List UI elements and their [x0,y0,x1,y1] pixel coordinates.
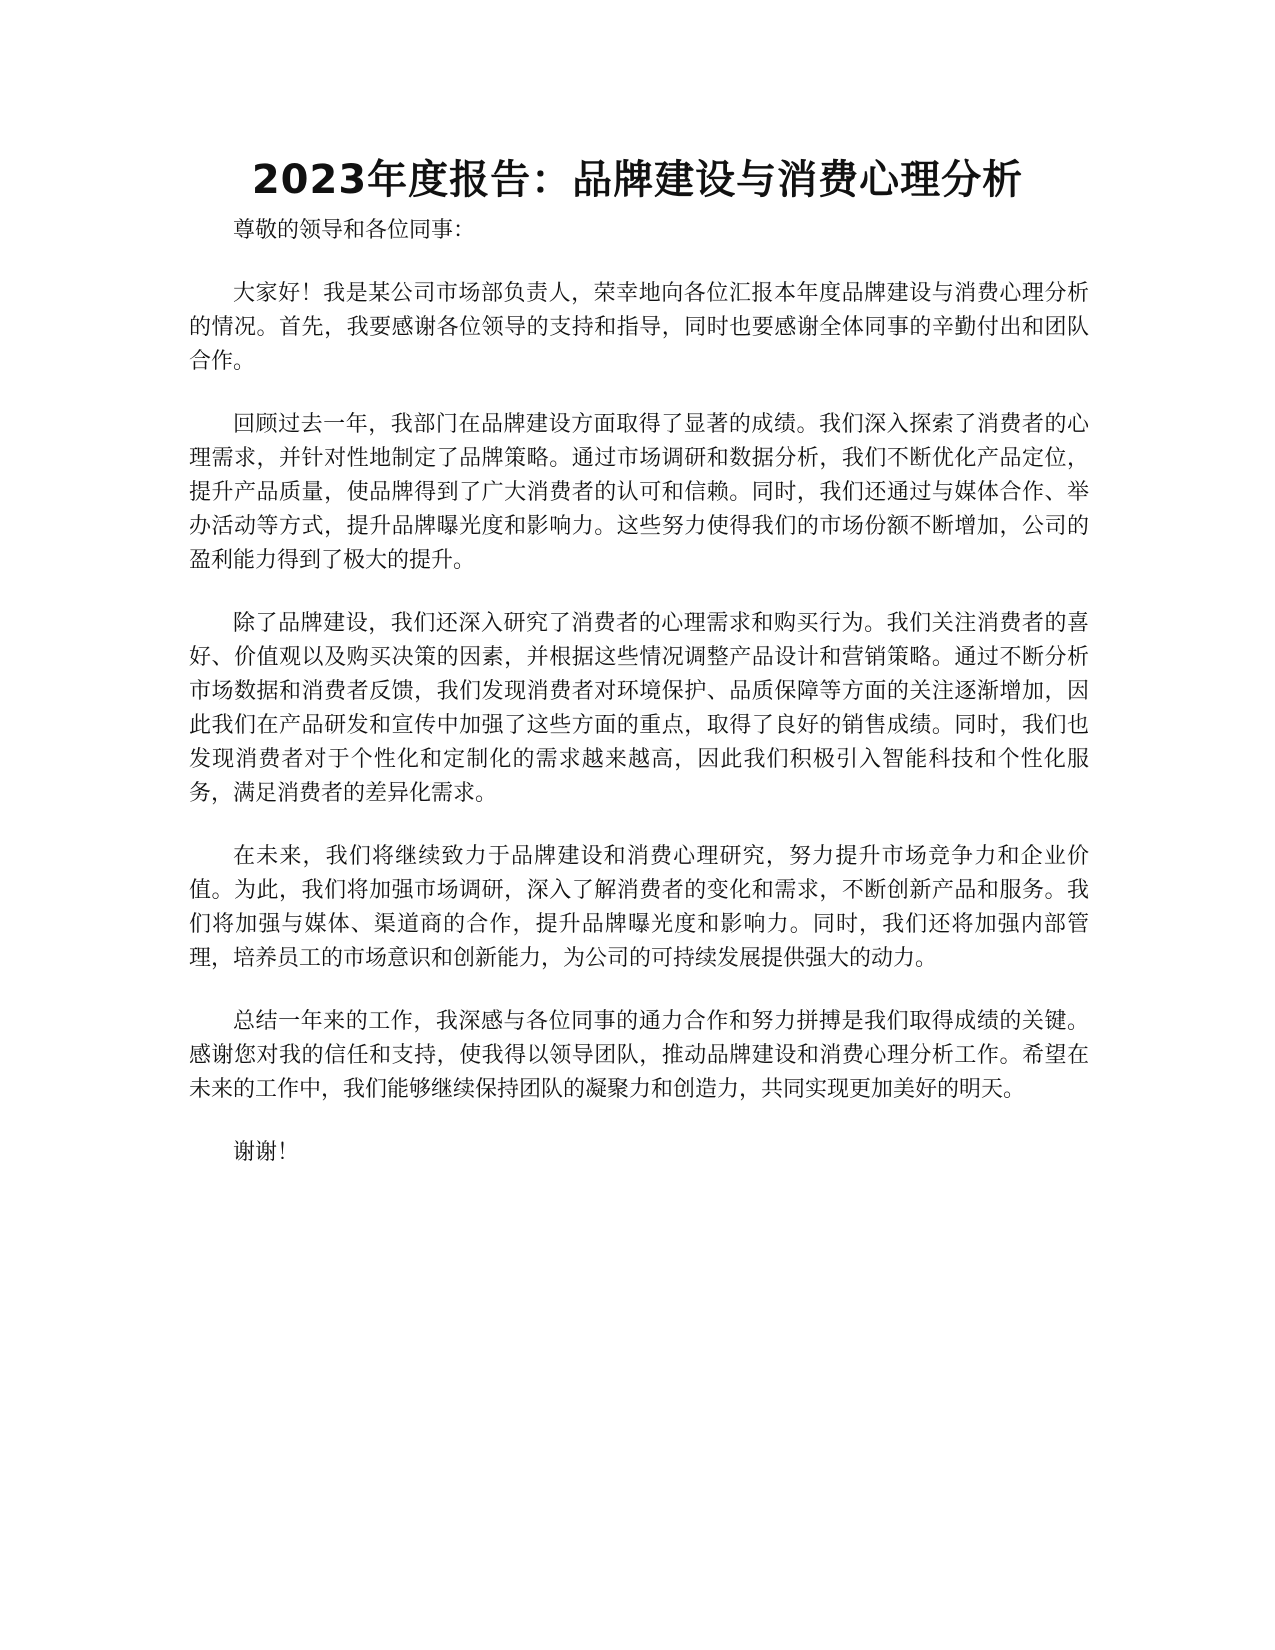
closing-thanks: 谢谢！ [233,1140,300,1165]
paragraph-future-plans: 在未来，我们将继续致力于品牌建设和消费心理研究，努力提升市场竞争力和企业价值。为此，我们将加强市场调研，深入了解消费者的变化和需求，不断创新产品和服务。我们将加强与媒体、渠道商的合作，提升品牌曝光度和影响力。同时，我们还将加强内部管理，培养员工的市场意识和创新能力，为公司的可持续发展提供强大的动力。 [189,844,1089,971]
paragraph-summary: 总结一年来的工作，我深感与各位同事的通力合作和努力拼搏是我们取得成绩的关键。感谢您对我的信任和支持，使我得以领导团队，推动品牌建设和消费心理分析工作。希望在未来的工作中，我们能够继续保持团队的凝聚力和创造力，共同实现更加美好的明天。 [189,1009,1089,1102]
document-body [189,214,1089,1199]
paragraph-consumer-psychology: 除了品牌建设，我们还深入研究了消费者的心理需求和购买行为。我们关注消费者的喜好、价值观以及购买决策的因素，并根据这些情况调整产品设计和营销策略。通过不断分析市场数据和消费者反馈，我们发现消费者对环境保护、品质保障等方面的关注逐渐增加，因此我们在产品研发和宣传中加强了这些方面的重点，取得了良好的销售成绩。同时，我们也发现消费者对于个性化和定制化的需求越来越高，因此我们积极引入智能科技和个性化服务，满足消费者的差异化需求。 [189,611,1089,806]
paragraph-brand-building: 回顾过去一年，我部门在品牌建设方面取得了显著的成绩。我们深入探索了消费者的心理需求，并针对性地制定了品牌策略。通过市场调研和数据分析，我们不断优化产品定位，提升产品质量，使品牌得到了广大消费者的认可和信赖。同时，我们还通过与媒体合作、举办活动等方式，提升品牌曝光度和影响力。这些努力使得我们的市场份额不断增加，公司的盈利能力得到了极大的提升。 [189,412,1089,573]
paragraph-greeting: 大家好！我是某公司市场部负责人，荣幸地向各位汇报本年度品牌建设与消费心理分析的情况。首先，我要感谢各位领导的支持和指导，同时也要感谢全体同事的辛勤付出和团队合作。 [189,281,1089,374]
document-title: 2023年度报告：品牌建设与消费心理分析 [251,157,1024,203]
salutation: 尊敬的领导和各位同事： [233,218,476,243]
